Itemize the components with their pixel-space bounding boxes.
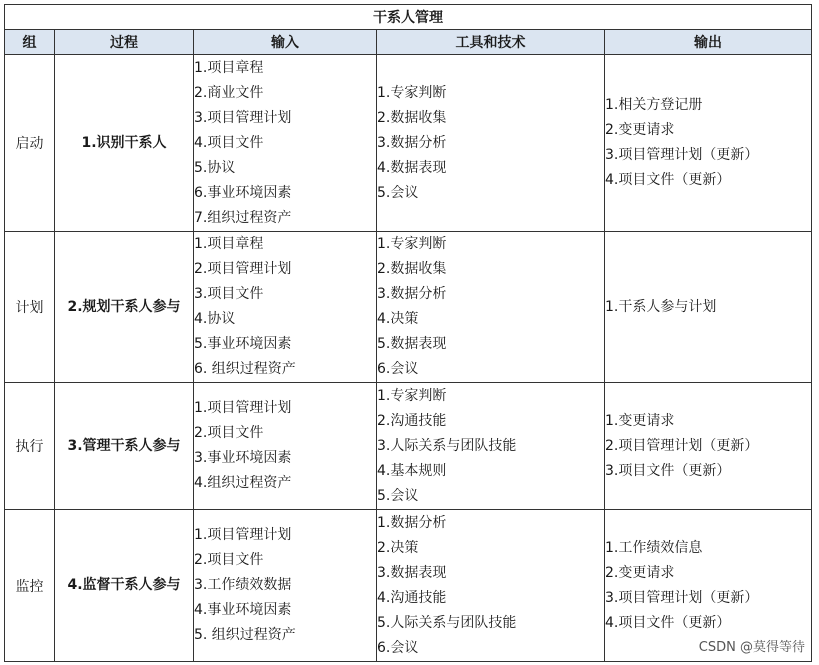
list-item: 4.项目文件（更新）	[605, 172, 731, 188]
list-item: 2.变更请求	[605, 564, 675, 581]
list-item: 1.项目管理计划	[194, 527, 292, 543]
inputs-cell	[194, 55, 377, 232]
list-item: 3.数据分析	[377, 134, 447, 151]
list-item: 5.协议	[194, 159, 236, 176]
stakeholder-management-table	[4, 4, 812, 662]
header-process: 过程	[55, 30, 194, 55]
list-item: 3.工作绩效数据	[194, 577, 292, 593]
group-cell: 启动	[5, 55, 55, 232]
list-item: 2.数据收集	[377, 261, 447, 277]
list-item: 4.项目文件（更新）	[605, 614, 731, 631]
list-item: 4.数据表现	[377, 159, 447, 176]
process-cell: 3.管理干系人参与	[55, 383, 194, 510]
watermark: CSDN @莫得等待	[698, 640, 805, 655]
list-item: 5. 组织过程资产	[194, 627, 296, 643]
table-row	[5, 232, 812, 383]
list-item: 5.事业环境因素	[194, 336, 292, 352]
process-cell: 4.监督干系人参与	[55, 510, 194, 662]
group-cell: 监控	[5, 510, 55, 662]
tools-cell	[377, 510, 605, 662]
list-item: 5.会议	[377, 184, 419, 201]
list-item: 4.基本规则	[377, 462, 447, 479]
list-item: 4.项目文件	[194, 134, 264, 151]
list-item: 2.变更请求	[605, 122, 675, 138]
table-title: 干系人管理	[5, 5, 812, 30]
list-item: 4.沟通技能	[377, 589, 447, 606]
table-row	[5, 55, 812, 232]
list-item: 4.协议	[194, 311, 236, 327]
outputs-cell	[605, 232, 812, 383]
tools-cell	[377, 383, 605, 510]
list-item: 2.沟通技能	[377, 412, 447, 429]
header-group: 组	[5, 30, 55, 55]
list-item: 1.项目章程	[194, 59, 264, 76]
list-item: 2.项目管理计划（更新）	[605, 437, 759, 454]
list-item: 6. 组织过程资产	[194, 361, 296, 377]
list-item: 1.项目管理计划	[194, 400, 292, 416]
header-inputs: 输入	[194, 30, 377, 55]
list-item: 1.项目章程	[194, 236, 264, 252]
group-cell: 执行	[5, 383, 55, 510]
list-item: 6.事业环境因素	[194, 184, 292, 201]
list-item: 4.事业环境因素	[194, 602, 292, 618]
outputs-cell	[605, 383, 812, 510]
list-item: 2.项目文件	[194, 552, 264, 568]
header-outputs: 输出	[605, 30, 812, 55]
list-item: 1.专家判断	[377, 84, 447, 101]
list-item: 3.项目管理计划	[194, 109, 292, 126]
header-tools: 工具和技术	[377, 30, 605, 55]
inputs-cell	[194, 383, 377, 510]
table-header-row	[5, 30, 812, 55]
list-item: 3.人际关系与团队技能	[377, 437, 517, 454]
list-item: 2.决策	[377, 539, 419, 556]
process-cell: 1.识别干系人	[55, 55, 194, 232]
list-item: 5.数据表现	[377, 336, 447, 352]
list-item: 1.相关方登记册	[605, 97, 703, 113]
list-item: 4.组织过程资产	[194, 475, 292, 491]
list-item: 1.数据分析	[377, 514, 447, 531]
list-item: 2.项目文件	[194, 425, 264, 441]
inputs-cell	[194, 232, 377, 383]
list-item: 1.专家判断	[377, 387, 447, 404]
list-item: 4.决策	[377, 311, 419, 327]
list-item: 5.人际关系与团队技能	[377, 614, 517, 631]
table-row	[5, 383, 812, 510]
list-item: 1.干系人参与计划	[605, 298, 717, 315]
table-row	[5, 510, 812, 662]
tools-cell	[377, 55, 605, 232]
list-item: 3.数据分析	[377, 286, 447, 302]
table-title-row	[5, 5, 812, 30]
list-item: 1.变更请求	[605, 412, 675, 429]
list-item: 6.会议	[377, 361, 419, 377]
list-item: 1.工作绩效信息	[605, 539, 703, 556]
tools-cell	[377, 232, 605, 383]
process-cell: 2.规划干系人参与	[55, 232, 194, 383]
list-item: 2.项目管理计划	[194, 261, 292, 277]
list-item: 5.会议	[377, 487, 419, 504]
list-item: 1.专家判断	[377, 236, 447, 252]
list-item: 6.会议	[377, 639, 419, 656]
group-cell: 计划	[5, 232, 55, 383]
inputs-cell	[194, 510, 377, 662]
list-item: 3.项目文件（更新）	[605, 462, 731, 479]
outputs-cell	[605, 55, 812, 232]
list-item: 2.数据收集	[377, 109, 447, 126]
list-item: 7.组织过程资产	[194, 209, 292, 226]
list-item: 3.事业环境因素	[194, 450, 292, 466]
list-item: 3.数据表现	[377, 564, 447, 581]
list-item: 2.商业文件	[194, 84, 264, 101]
list-item: 3.项目文件	[194, 286, 264, 302]
list-item: 3.项目管理计划（更新）	[605, 589, 759, 606]
list-item: 3.项目管理计划（更新）	[605, 147, 759, 163]
